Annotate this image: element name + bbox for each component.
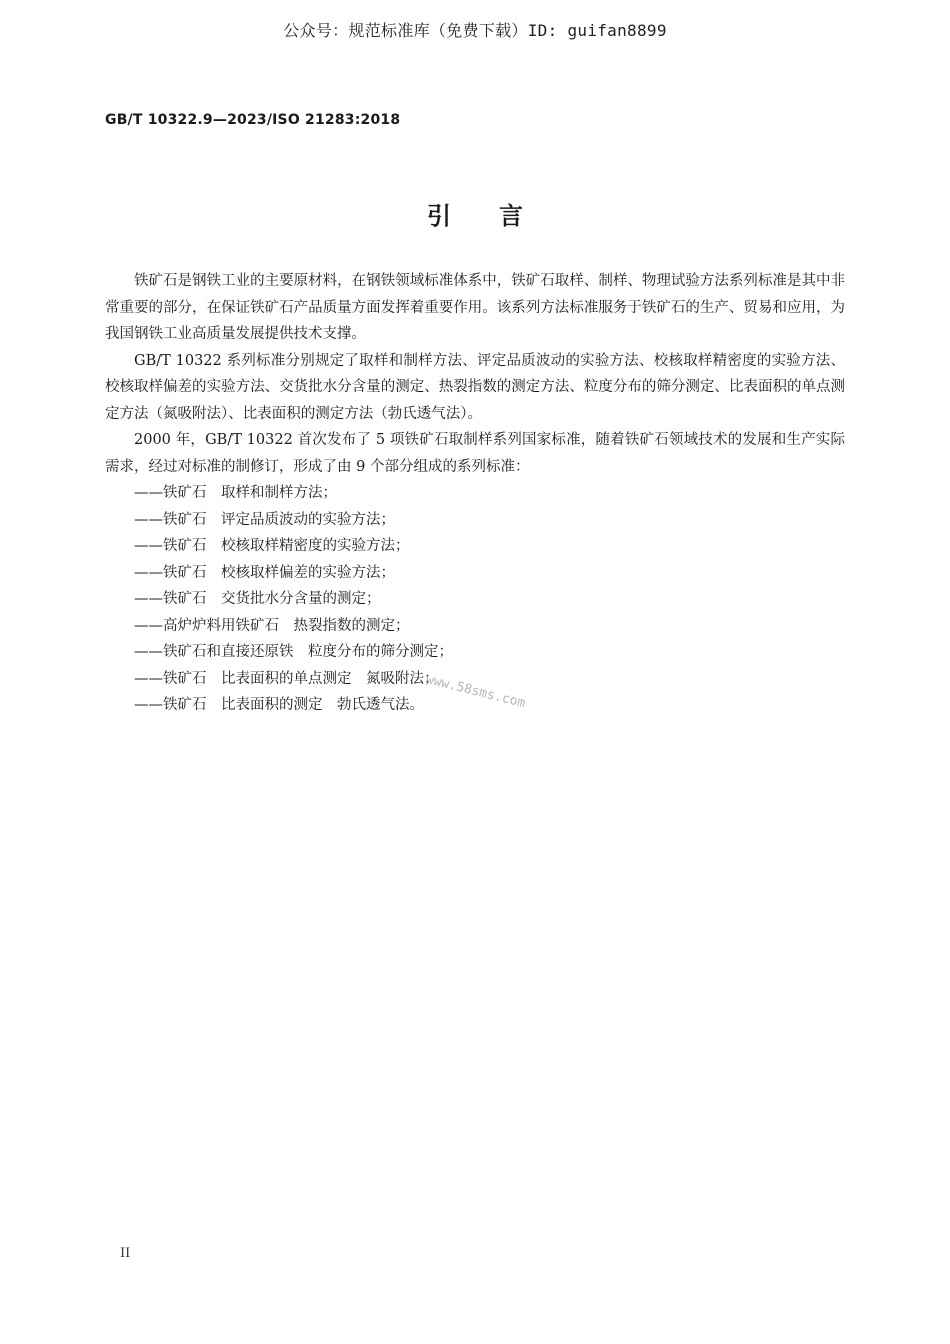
list-item: ——铁矿石和直接还原铁 粒度分布的筛分测定；: [134, 644, 453, 660]
top-banner: 公众号：规范标准库（免费下载）ID: guifan8899: [283, 21, 667, 40]
page-number: II: [120, 1246, 131, 1261]
list-item: ——铁矿石 校核取样精密度的实验方法；: [134, 538, 410, 554]
list-item: ——铁矿石 取样和制样方法；: [134, 485, 337, 501]
paragraph: GB/T 10322 系列标准分别规定了取样和制样方法、评定品质波动的实验方法、校核取样精密度的实验方法、校核取样偏差的实验方法、交货批水分含量的测定、热裂指数的测定方法、粒度分布的筛分测定、比表面积的单点测定方法（氮吸附法）、比表面积的测定方法（勃氏透气法）。: [105, 352, 845, 422]
list-item: ——铁矿石 交货批水分含量的测定；: [134, 591, 381, 607]
paragraph: 2000 年，GB/T 10322 首次发布了 5 项铁矿石取制样系列国家标准，随着铁矿石领域技术的发展和生产实际需求，经过对标准的制修订，形成了由 9 个部分组成的系列标准：: [105, 432, 845, 475]
page-title: 引言: [427, 202, 571, 230]
introduction-body: [105, 268, 845, 719]
list-item: ——铁矿石 校核取样偏差的实验方法；: [134, 564, 395, 581]
paragraph: 铁矿石是钢铁工业的主要原材料，在钢铁领域标准体系中，铁矿石取样、制样、物理试验方法系列标准是其中非常重要的部分，在保证铁矿石产品质量方面发挥着重要作用。该系列方法标准服务于铁矿石的生产、贸易和应用，为我国钢铁工业高质量发展提供技术支撑。: [105, 273, 845, 342]
list-item: ——铁矿石 比表面积的测定 勃氏透气法。: [134, 697, 424, 713]
standard-number: GB/T 10322.9—2023/ISO 21283:2018: [105, 112, 401, 128]
list-item: ——铁矿石 评定品质波动的实验方法；: [134, 511, 395, 528]
watermark: www.58sms.com: [424, 672, 527, 712]
list-item: ——铁矿石 比表面积的单点测定 氮吸附法；: [134, 670, 439, 687]
list-item: ——高炉炉料用铁矿石 热裂指数的测定；: [134, 617, 410, 634]
